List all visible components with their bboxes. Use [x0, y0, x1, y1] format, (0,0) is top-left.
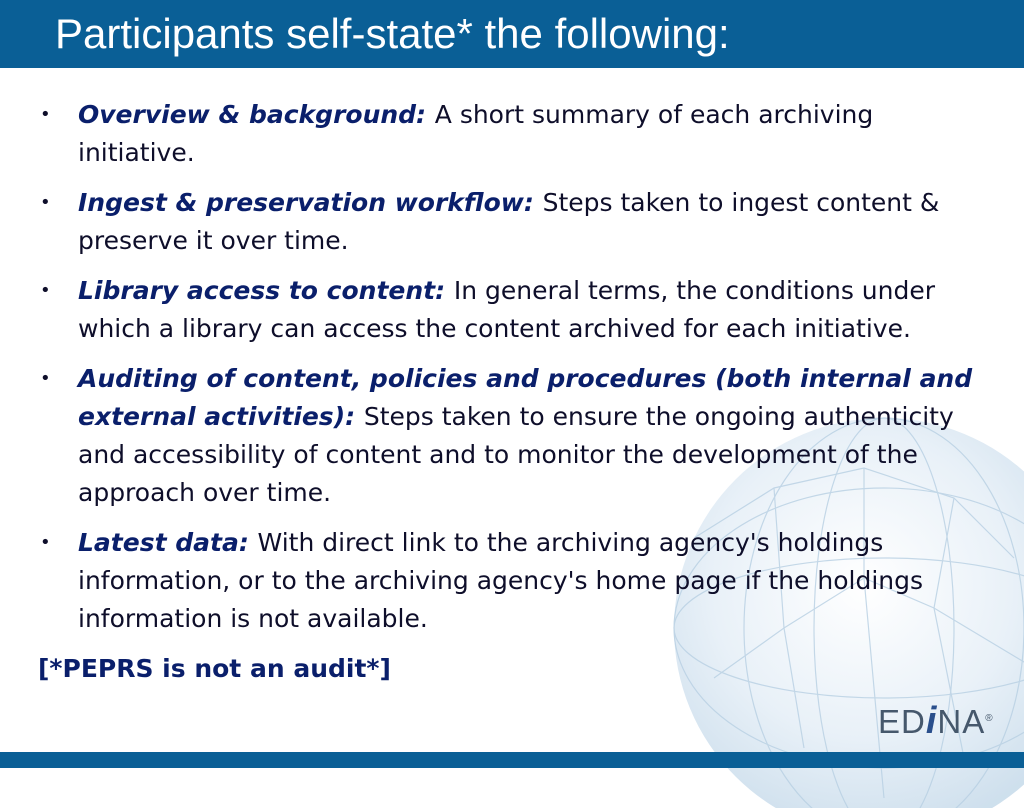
- bullet-dot-icon: •: [40, 532, 51, 553]
- bullet-dot-icon: •: [40, 192, 51, 213]
- slide-content: [38, 96, 978, 688]
- slide-title: Participants self-state* the following:: [55, 10, 730, 57]
- bullet-item: [38, 524, 978, 638]
- bullet-term: Auditing of content, policies and procedures (both internal and external activities):: [78, 364, 973, 431]
- bullet-item: [38, 360, 978, 512]
- edina-logo: [878, 700, 994, 743]
- footnote: [*PEPRS is not an audit*]: [38, 654, 391, 683]
- registered-mark: ®: [985, 713, 994, 724]
- bullet-text: In general terms, the conditions under which a library can access the content archived for each initiative.: [78, 276, 936, 343]
- bullet-list: [38, 96, 978, 638]
- bullet-text: Steps taken to ensure the ongoing authenticity and accessibility of content and to monitor the development of the approach over time.: [78, 402, 954, 507]
- footer-bar: [0, 752, 1024, 768]
- logo-suffix: NA: [937, 703, 986, 740]
- bullet-dot-icon: •: [40, 104, 51, 125]
- logo-i: i: [925, 700, 938, 742]
- logo-prefix: ED: [878, 703, 926, 740]
- bullet-dot-icon: •: [40, 368, 51, 389]
- bullet-term: Library access to content:: [78, 276, 454, 305]
- bullet-text: Steps taken to ingest content & preserve it over time.: [78, 188, 940, 255]
- bullet-text: A short summary of each archiving initiative.: [78, 100, 874, 167]
- bullet-term: Ingest & preservation workflow:: [78, 188, 543, 217]
- bullet-term: Overview & background:: [78, 100, 435, 129]
- bullet-item: [38, 272, 978, 348]
- bullet-item: [38, 184, 978, 260]
- bullet-item: [38, 96, 978, 172]
- bullet-text: With direct link to the archiving agency's holdings information, or to the archiving agency's home page if the holdings information is not available.: [78, 528, 924, 633]
- header-bar: [0, 0, 1024, 68]
- bullet-term: Latest data:: [78, 528, 258, 557]
- bullet-dot-icon: •: [40, 280, 51, 301]
